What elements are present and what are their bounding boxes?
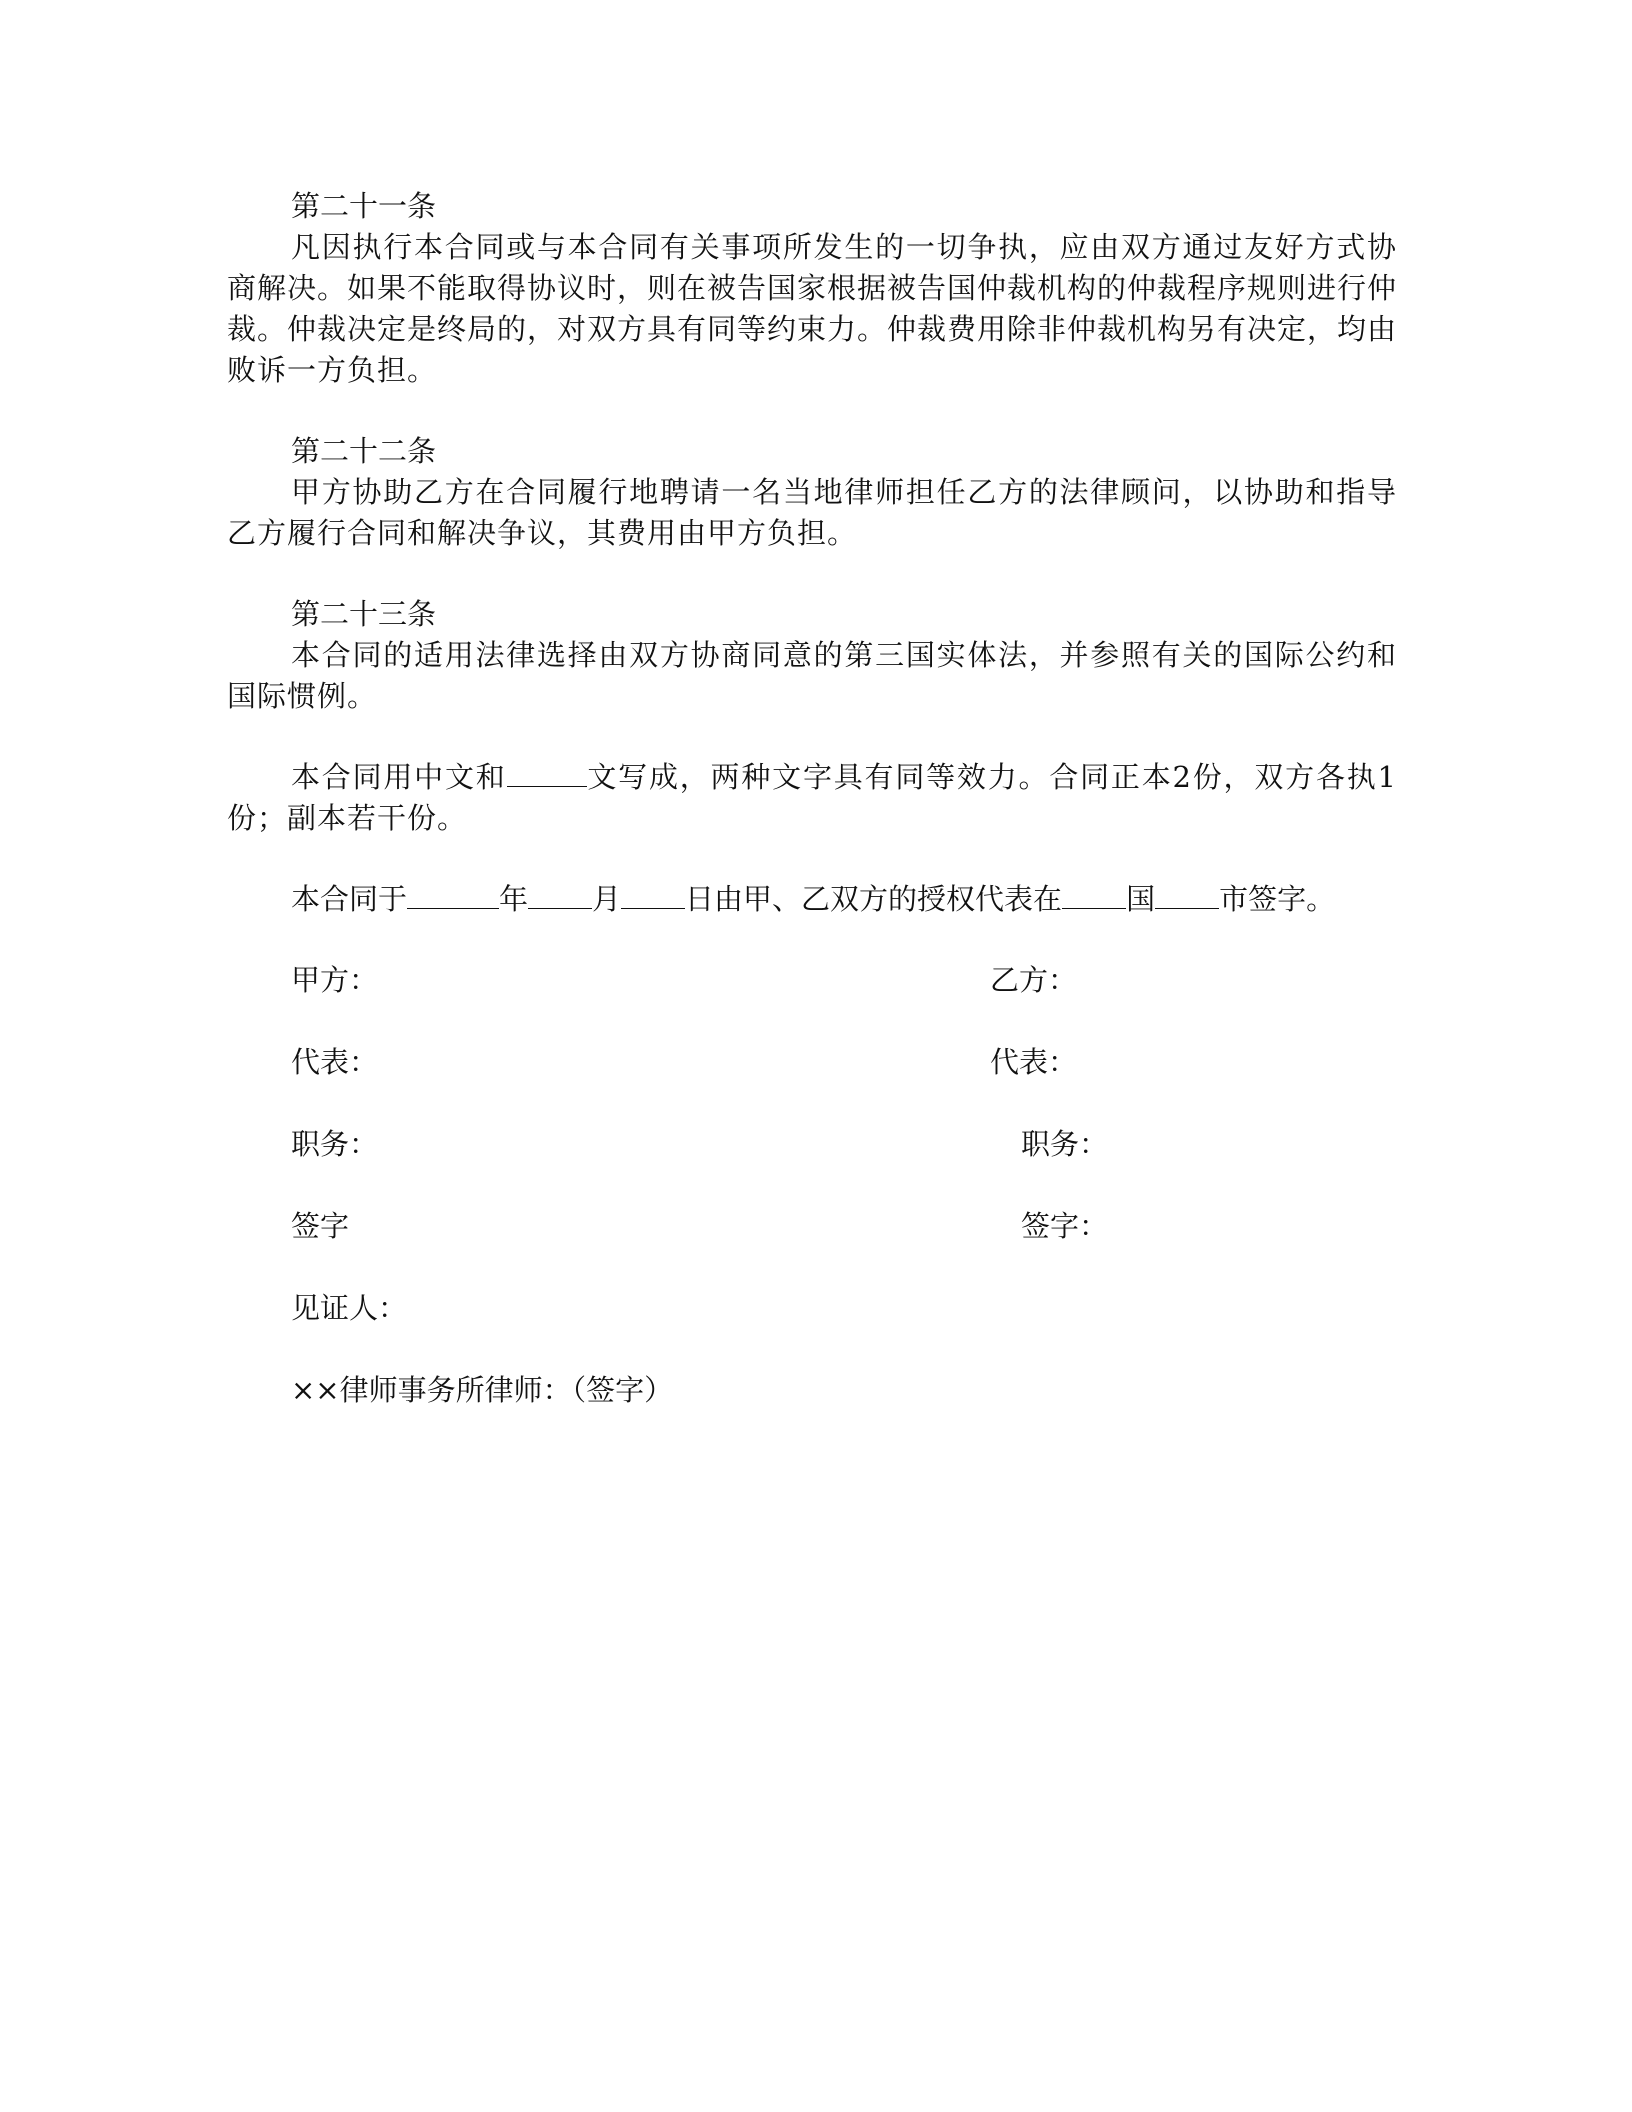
signature-row <box>227 1206 1397 1247</box>
month-blank <box>528 882 592 909</box>
party-b-label: 乙方： <box>990 963 1078 997</box>
article-title: 第二十一条 <box>291 189 437 223</box>
country-label: 国 <box>1126 882 1156 916</box>
lawyer-signature-label: ××律师事务所律师：（签字） <box>291 1373 674 1407</box>
city-blank <box>1155 882 1219 909</box>
article-body: 凡因执行本合同或与本合同有关事项所发生的一切争执，应由双方通过友好方式协商解决。如果不能取得协议时，则在被告国家根据被告国仲裁机构的仲裁程序规则进行仲裁。仲裁决定是终局的，对双方具有同等约束力。仲裁费用除非仲裁机构另有决定，均由败诉一方负担。 <box>227 230 1398 387</box>
article-22 <box>227 431 1397 554</box>
year-label: 年 <box>499 882 529 916</box>
lawyer-row <box>227 1370 1397 1411</box>
month-label: 月 <box>592 882 622 916</box>
country-blank <box>1062 882 1126 909</box>
language-blank <box>507 760 587 787</box>
language-clause-text: 本合同用中文和 <box>291 760 507 794</box>
article-body: 甲方协助乙方在合同履行地聘请一名当地律师担任乙方的法律顾问，以协助和指导乙方履行合同和解决争议，其费用由甲方负担。 <box>227 475 1397 550</box>
city-label: 市签字。 <box>1219 882 1336 916</box>
contract-content <box>227 186 1397 1452</box>
article-23 <box>227 594 1397 717</box>
article-21 <box>227 186 1397 391</box>
witness-label: 见证人： <box>291 1291 408 1325</box>
position-b-label: 职务： <box>1021 1127 1109 1161</box>
rep-b-label: 代表： <box>990 1045 1078 1079</box>
sign-a-label: 签字 <box>291 1209 350 1243</box>
witness-row <box>227 1288 1397 1329</box>
language-clause <box>227 757 1397 839</box>
signing-clause <box>227 879 1397 920</box>
party-a-label: 甲方： <box>291 963 379 997</box>
sign-b-label: 签字： <box>1021 1209 1109 1243</box>
party-row <box>227 960 1397 1001</box>
language-clause-text: 文写成，两种文字具有同等效力。合同正本2份，双方各执1份；副本若干份。 <box>227 760 1397 835</box>
day-label: 日由甲、乙双方的授权代表在 <box>685 882 1063 916</box>
year-blank <box>407 882 499 909</box>
rep-a-label: 代表： <box>291 1045 379 1079</box>
position-a-label: 职务： <box>291 1127 379 1161</box>
article-body: 本合同的适用法律选择由双方协商同意的第三国实体法，并参照有关的国际公约和国际惯例。 <box>227 638 1397 713</box>
position-row <box>227 1124 1397 1165</box>
article-title: 第二十三条 <box>291 597 437 631</box>
signing-clause-text: 本合同于 <box>291 882 408 916</box>
article-title: 第二十二条 <box>291 434 437 468</box>
day-blank <box>621 882 685 909</box>
representative-row <box>227 1042 1397 1083</box>
